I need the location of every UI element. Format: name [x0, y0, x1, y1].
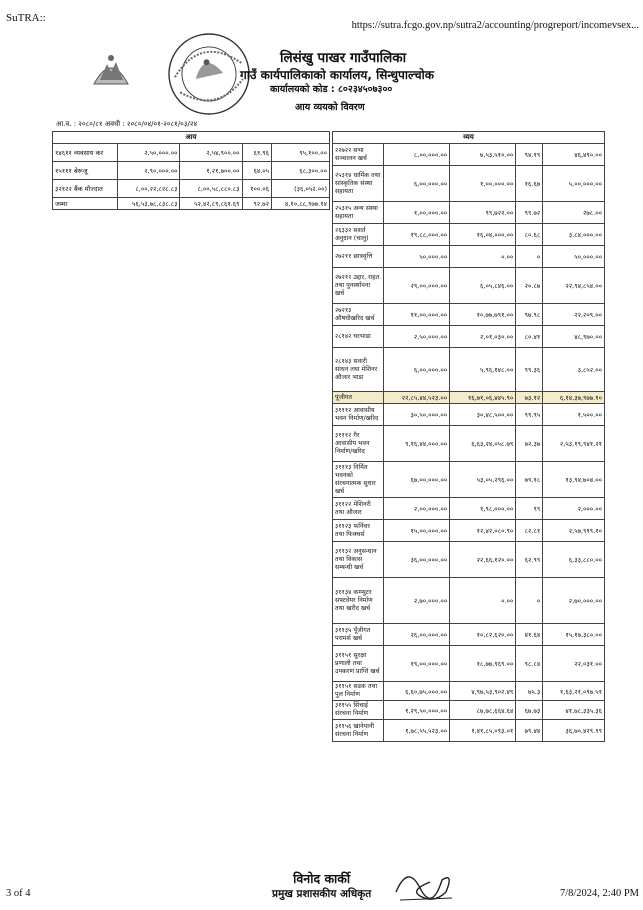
- expense-cell-label: ३११३५ पूँजीगत परामर्श खर्च: [333, 624, 384, 646]
- expense-cell-col3: २०.८७: [516, 268, 543, 304]
- expense-cell-col1: ३६,००,०००.००: [384, 542, 450, 578]
- expense-cell-col1: ३०,५०,०००.००: [384, 404, 450, 426]
- expense-table: [332, 131, 605, 742]
- office-subtitle: गाउँ कार्यपालिकाको कार्यालय, सिन्धुपाल्चोक: [240, 68, 434, 82]
- expense-cell-col4: २,७०,०००.००: [543, 578, 605, 624]
- expense-cell-col2: ०.००: [450, 246, 516, 268]
- expense-cell-col2: ०.००: [450, 578, 516, 624]
- expense-cell-label: ३११२२ मेशिनरी तथा औजार: [333, 498, 384, 520]
- expense-row: [333, 498, 605, 520]
- expense-row: [333, 304, 605, 326]
- income-cell-col1: ८,००,२२,८२८.८३: [118, 180, 180, 198]
- expense-cell-col4: १,५००.००: [543, 404, 605, 426]
- expense-cell-col1: १५,००,०००.००: [384, 520, 450, 542]
- browser-url[interactable]: https://sutra.fcgo.gov.np/sutra2/accounting/progreport/incomevsex...: [351, 20, 639, 31]
- expense-cell-label: २५३१४ धार्मिक तथा सांस्कृतिक संस्था सहायता: [333, 166, 384, 202]
- expense-cell-col1: २९,००,०००.००: [384, 268, 450, 304]
- expense-cell-col1: २,५०,०००.००: [384, 326, 450, 348]
- income-cell-col4: ९५,१००.००: [272, 144, 330, 162]
- expense-cell-col3: ९९.९५: [516, 404, 543, 426]
- expense-cell-col3: ४१.६४: [516, 624, 543, 646]
- expense-cell-col1: १,००,०००.००: [384, 202, 450, 224]
- income-table-body: [53, 144, 330, 210]
- expense-cell-col2: ६,०५,८४६.००: [450, 268, 516, 304]
- expense-row: [333, 520, 605, 542]
- income-cell-label: १५१११ बेरूजू: [53, 162, 118, 180]
- expense-row: [333, 682, 605, 701]
- expense-cell-label: ३११५६ खानेपानी संरचना निर्माण: [333, 720, 384, 742]
- expense-cell-col2: २,०१,०३०.००: [450, 326, 516, 348]
- expense-row: [333, 202, 605, 224]
- income-cell-col1: २,५०,०००.००: [118, 144, 180, 162]
- expense-cell-col3: ०: [516, 578, 543, 624]
- expense-cell-col4: २२,०३१.००: [543, 646, 605, 682]
- expense-cell-col2: ५,९६,१४८.००: [450, 348, 516, 392]
- expense-cell-col4: २२,९४,८५४.००: [543, 268, 605, 304]
- nepal-emblem-icon: [90, 50, 132, 88]
- expense-cell-col4: १५,१७,३८०.००: [543, 624, 605, 646]
- signatory-designation: प्रमुख प्रशासकीय अधिकृत: [272, 888, 372, 900]
- expense-cell-col1: १९,८८,०००.००: [384, 224, 450, 246]
- income-cell-col4: ६८,३००.००: [272, 162, 330, 180]
- expense-cell-col3: ७३.१२: [516, 392, 543, 404]
- expense-cell-label: ३१११२ गैर आवासीय भवन निर्माण/खरिद: [333, 426, 384, 462]
- expense-cell-label: २२७२२ सभा सञ्चालन खर्च: [333, 144, 384, 166]
- expense-row: [333, 404, 605, 426]
- income-header: आय: [53, 132, 330, 144]
- office-code: कार्यालयको कोड : ८०२३४५०७३००: [270, 84, 393, 95]
- income-cell-col2: १,२१,७००.००: [180, 162, 242, 180]
- expense-cell-label: २५३१५ अन्य संस्था सहायता: [333, 202, 384, 224]
- income-cell-col1: ५६,५३,७८,८३८.८३: [118, 198, 180, 210]
- browser-header-left: SuTRA::: [6, 12, 46, 24]
- expense-cell-label: ३११२३ फर्निचर तथा फिक्चर्स: [333, 520, 384, 542]
- expense-cell-label: पूंजीगत: [333, 392, 384, 404]
- income-cell-col4: (३६,०५२.००): [272, 180, 330, 198]
- income-cell-col1: २,९०,०००.००: [118, 162, 180, 180]
- expense-cell-col2: ४,९७,५३,९०२.४९: [450, 682, 516, 701]
- expense-cell-col3: ७९.१८: [516, 462, 543, 498]
- fiscal-period: आ.व. : २०८०/८१ अवधी : २०८०/०४/०१-२०८१/०३/२४: [56, 120, 198, 128]
- expense-row: [333, 578, 605, 624]
- income-cell-col4: ४,१०,८८,९७७.१४: [272, 198, 330, 210]
- expense-cell-col4: ३६,७०,४२९.९९: [543, 720, 605, 742]
- expense-cell-col3: ६२.९९: [516, 542, 543, 578]
- expense-cell-col2: १०,७७,७९१.००: [450, 304, 516, 326]
- income-cell-col3: ९२.७२: [242, 198, 271, 210]
- expense-cell-col2: १६,७१,०६,४४५.९०: [450, 392, 516, 404]
- expense-cell-col1: २,७०,०००.००: [384, 578, 450, 624]
- expense-cell-col2: १०,८२,६२०.००: [450, 624, 516, 646]
- expense-row: [333, 326, 605, 348]
- expense-row: [333, 701, 605, 720]
- expense-cell-col3: ९८.८४: [516, 646, 543, 682]
- report-title: आय व्ययको विवरण: [295, 102, 365, 113]
- expense-cell-col1: ५०,०००.००: [384, 246, 450, 268]
- expense-cell-col2: १८,७७,९६९.००: [450, 646, 516, 682]
- expense-cell-col1: २६,००,०००.००: [384, 624, 450, 646]
- expense-cell-col3: ९९.७२: [516, 202, 543, 224]
- expense-cell-col3: ८०.६८: [516, 224, 543, 246]
- expense-cell-col2: १,९८,०००.००: [450, 498, 516, 520]
- expense-cell-col4: २,५७,९१९.१०: [543, 520, 605, 542]
- expense-cell-col2: ७,५३,५१०.००: [450, 144, 516, 166]
- expense-row: [333, 392, 605, 404]
- expense-cell-col1: ११,००,०००.००: [384, 304, 450, 326]
- expense-cell-col2: १,००,०००.००: [450, 166, 516, 202]
- expense-row: [333, 624, 605, 646]
- expense-cell-col3: ९९.३६: [516, 348, 543, 392]
- income-cell-col3: ६१.९६: [242, 144, 271, 162]
- expense-row: [333, 542, 605, 578]
- expense-cell-col1: ८,००,०००.००: [384, 144, 450, 166]
- expense-cell-col3: ०: [516, 246, 543, 268]
- expense-cell-label: २७२११ छात्रवृत्ति: [333, 246, 384, 268]
- expense-row: [333, 268, 605, 304]
- expense-cell-col4: ४८,९७०.००: [543, 326, 605, 348]
- expense-cell-label: ३११३४ कम्प्युटर सफ्टवेयर निर्माण तथा खरीद खर्च: [333, 578, 384, 624]
- expense-cell-col1: ९,१६,४४,०००.००: [384, 426, 450, 462]
- expense-cell-col4: ६,३३,८८०.००: [543, 542, 605, 578]
- expense-row: [333, 720, 605, 742]
- expense-cell-col4: १३,९४,७०४.००: [543, 462, 605, 498]
- expense-cell-col3: ७२.३७: [516, 426, 543, 462]
- income-cell-col2: २,५४,९००.००: [180, 144, 242, 162]
- expense-cell-col4: ६,१४,३७,९७७.१०: [543, 392, 605, 404]
- expense-cell-col4: २,५३,१९,९४१.२१: [543, 426, 605, 462]
- expense-row: [333, 246, 605, 268]
- expense-cell-col4: २२,२०९.००: [543, 304, 605, 326]
- expense-cell-col2: ६,६३,२४,०५८.७९: [450, 426, 516, 462]
- expense-cell-col3: ७५.३: [516, 682, 543, 701]
- expense-cell-col2: ३०,४८,५००.००: [450, 404, 516, 426]
- expense-cell-col2: २२,६६,१२०.००: [450, 542, 516, 578]
- expense-cell-col3: ८०.४१: [516, 326, 543, 348]
- expense-cell-col3: ७९.४४: [516, 720, 543, 742]
- expense-row: [333, 166, 605, 202]
- expense-cell-col2: ५३,०५,२९६.००: [450, 462, 516, 498]
- expense-row: [333, 144, 605, 166]
- expense-cell-label: २६३३२ सशर्त अनुदान (चालु): [333, 224, 384, 246]
- expense-cell-col2: ८७,७८,६६४.६४: [450, 701, 516, 720]
- expense-cell-col2: १२,४२,०८०.९०: [450, 520, 516, 542]
- expense-cell-col1: ६,६०,७५,०००.००: [384, 682, 450, 701]
- expense-row: [333, 224, 605, 246]
- signatory-name: विनोद कार्की: [293, 871, 351, 886]
- expense-cell-col1: २,००,०००.००: [384, 498, 450, 520]
- expense-cell-label: ३११५५ सिंचाई संरचना निर्माण: [333, 701, 384, 720]
- signature-block: [272, 870, 371, 901]
- expense-cell-label: ३११५१ सडक तथा पुल निर्माण: [333, 682, 384, 701]
- expense-row: [333, 646, 605, 682]
- income-cell-label: ३२१२२ बैंक मौज्दात: [53, 180, 118, 198]
- expense-cell-col4: ५०,०००.००: [543, 246, 605, 268]
- income-cell-col3: १००.०६: [242, 180, 271, 198]
- income-cell-col2: ८,००,५८,८८०.८३: [180, 180, 242, 198]
- expense-cell-label: २७२१३ औषधीखरिद खर्च: [333, 304, 384, 326]
- expense-row: [333, 348, 605, 392]
- expense-cell-col4: ३,८५२.००: [543, 348, 605, 392]
- expense-cell-col3: १६.६७: [516, 166, 543, 202]
- income-row: [53, 144, 330, 162]
- expense-cell-col4: ४६,४९०.००: [543, 144, 605, 166]
- expense-cell-col3: ९७.९८: [516, 304, 543, 326]
- expense-cell-label: २७२१२ उद्दार, राहत तथा पुनर्स्थापना खर्च: [333, 268, 384, 304]
- income-table: [52, 131, 330, 210]
- income-cell-label: १४६११ व्यवसाय कर: [53, 144, 118, 162]
- expense-table-body: [333, 144, 605, 742]
- office-name: लिसंखु पाखर गाउँपालिका: [280, 50, 407, 66]
- expense-cell-col4: २,०००.००: [543, 498, 605, 520]
- page-indicator: 3 of 4: [6, 888, 31, 899]
- income-cell-col3: ६४.०५: [242, 162, 271, 180]
- expense-row: [333, 426, 605, 462]
- expense-cell-col2: १,४१,८५,०९३.०१: [450, 720, 516, 742]
- income-row: [53, 162, 330, 180]
- expense-cell-col1: ६,००,०००.००: [384, 348, 450, 392]
- income-cell-label: जम्मा: [53, 198, 118, 210]
- print-datetime: 7/8/2024, 2:40 PM: [559, 888, 639, 899]
- income-row: [53, 198, 330, 210]
- expense-cell-label: ३११५१ सुरक्षा प्रणाली तथा उपकरण प्राप्ति खर्च: [333, 646, 384, 682]
- expense-row: [333, 462, 605, 498]
- expense-cell-col4: २७८.००: [543, 202, 605, 224]
- expense-cell-col1: १९,००,०००.००: [384, 646, 450, 682]
- expense-cell-col4: ४१,७८,३३५.३६: [543, 701, 605, 720]
- expense-cell-col1: १,७८,५५,५२३.००: [384, 720, 450, 742]
- expense-cell-col3: ६७.७३: [516, 701, 543, 720]
- expense-cell-col4: ५,००,०००.००: [543, 166, 605, 202]
- expense-cell-col1: २२,८५,४४,५२३.००: [384, 392, 450, 404]
- income-cell-col2: ५२,४२,८९,८६१.६९: [180, 198, 242, 210]
- expense-cell-label: ३११३२ अनुसन्धान तथा विकास सम्बन्धी खर्च: [333, 542, 384, 578]
- expense-header: व्यय: [333, 132, 605, 144]
- expense-cell-label: ३१११३ निर्मित भवनको संरचनात्मक सुधार खर्च: [333, 462, 384, 498]
- expense-cell-label: ३१११२ आवासीय भवन निर्माण/खरिद: [333, 404, 384, 426]
- expense-cell-label: २८१४३ सवारी साधन तथा मेशिनर औजार भाडा: [333, 348, 384, 392]
- expense-cell-col4: १,६३,२१,०९७.५१: [543, 682, 605, 701]
- expense-cell-col4: ३,८४,०००.००: [543, 224, 605, 246]
- expense-cell-col1: १,२९,५०,०००.००: [384, 701, 450, 720]
- expense-cell-col3: ९९: [516, 498, 543, 520]
- expense-cell-col2: १६,०४,०००.००: [450, 224, 516, 246]
- expense-cell-col1: ६७,००,०००.००: [384, 462, 450, 498]
- expense-cell-col1: ६,००,०००.००: [384, 166, 450, 202]
- income-row: [53, 180, 330, 198]
- signature-scribble: [390, 862, 460, 906]
- expense-cell-col3: ८२.८१: [516, 520, 543, 542]
- expense-cell-label: २८१४२ घरभाडा: [333, 326, 384, 348]
- expense-cell-col3: ९४.१९: [516, 144, 543, 166]
- expense-cell-col2: ९९,७२२.००: [450, 202, 516, 224]
